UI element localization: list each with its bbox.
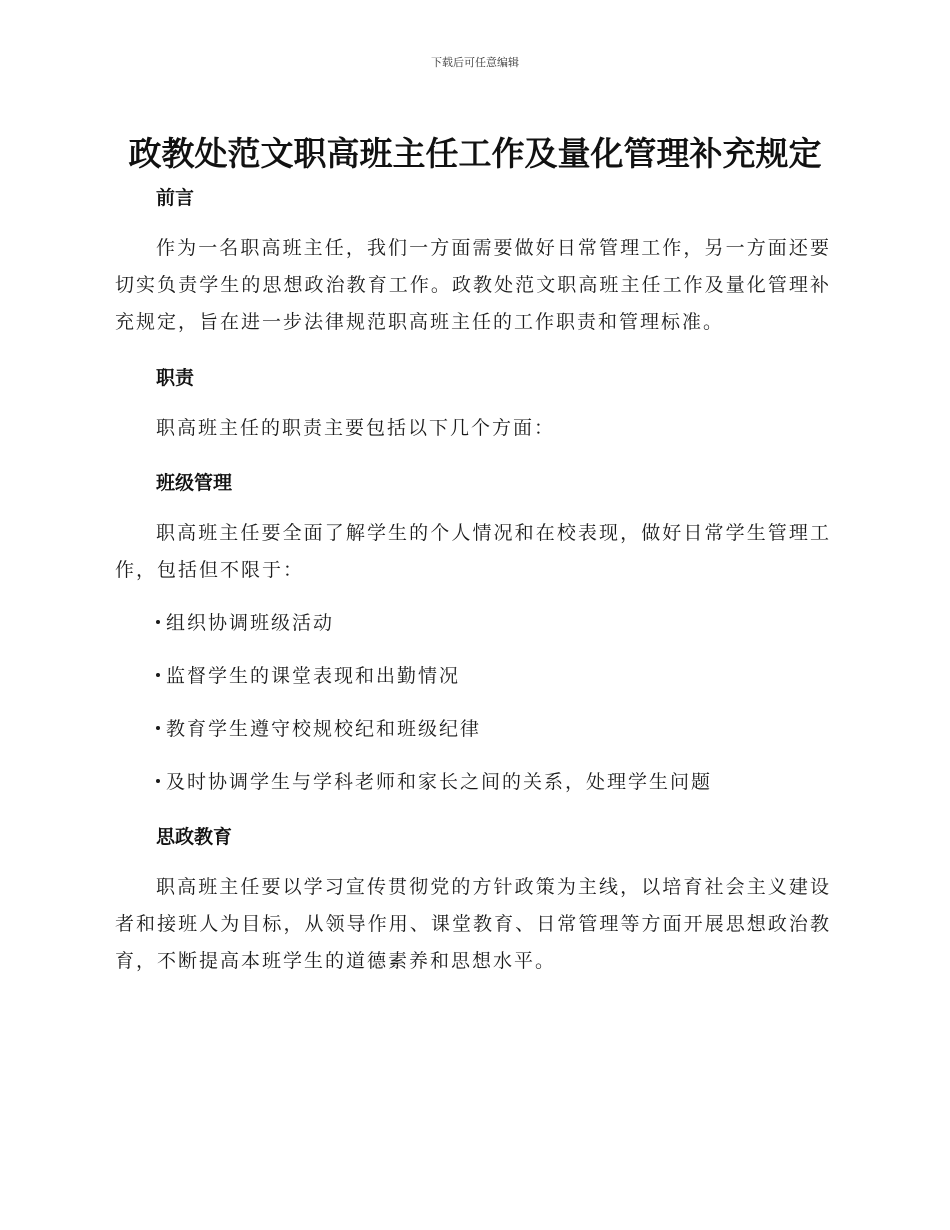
- document-body: [115, 178, 831, 980]
- bullet-dot-icon: [156, 620, 160, 624]
- bullet-dot-icon: [156, 673, 160, 677]
- class-management-paragraph: 职高班主任要全面了解学生的个人情况和在校表现，做好日常学生管理工作，包括但不限于：: [115, 522, 831, 581]
- ideological-education-paragraph: 职高班主任要以学习宣传贯彻党的方针政策为主线，以培育社会主义建设者和接班人为目标，从领导作用、课堂教育、日常管理等方面开展思想政治教育，不断提高本班学生的道德素养和思想水平。: [115, 876, 831, 972]
- list-item: [156, 658, 831, 695]
- section-heading-class-management: 班级管理: [156, 472, 233, 494]
- list-item-text: 及时协调学生与学科老师和家长之间的关系，处理学生问题: [166, 771, 713, 793]
- section-heading-duties: 职责: [156, 367, 195, 389]
- list-item-text: 教育学生遵守校规校纪和班级纪律: [166, 718, 482, 740]
- bullet-dot-icon: [156, 779, 160, 783]
- list-item-text: 组织协调班级活动: [166, 612, 335, 634]
- document-title: 政教处范文职高班主任工作及量化管理补充规定: [128, 134, 822, 173]
- list-item: [156, 764, 831, 801]
- list-item: [156, 711, 831, 748]
- bullet-dot-icon: [156, 726, 160, 730]
- duties-paragraph: 职高班主任的职责主要包括以下几个方面：: [156, 417, 556, 439]
- section-heading-preface: 前言: [156, 187, 195, 209]
- list-item-text: 监督学生的课堂表现和出勤情况: [166, 665, 461, 687]
- header-note: 下载后可任意编辑: [431, 56, 519, 69]
- preface-paragraph: 作为一名职高班主任，我们一方面需要做好日常管理工作，另一方面还要切实负责学生的思想政治教育工作。政教处范文职高班主任工作及量化管理补充规定，旨在进一步法律规范职高班主任的工作职责和管理标准。: [115, 237, 831, 333]
- section-heading-ideological-education: 思政教育: [156, 826, 233, 848]
- list-item: [156, 605, 831, 642]
